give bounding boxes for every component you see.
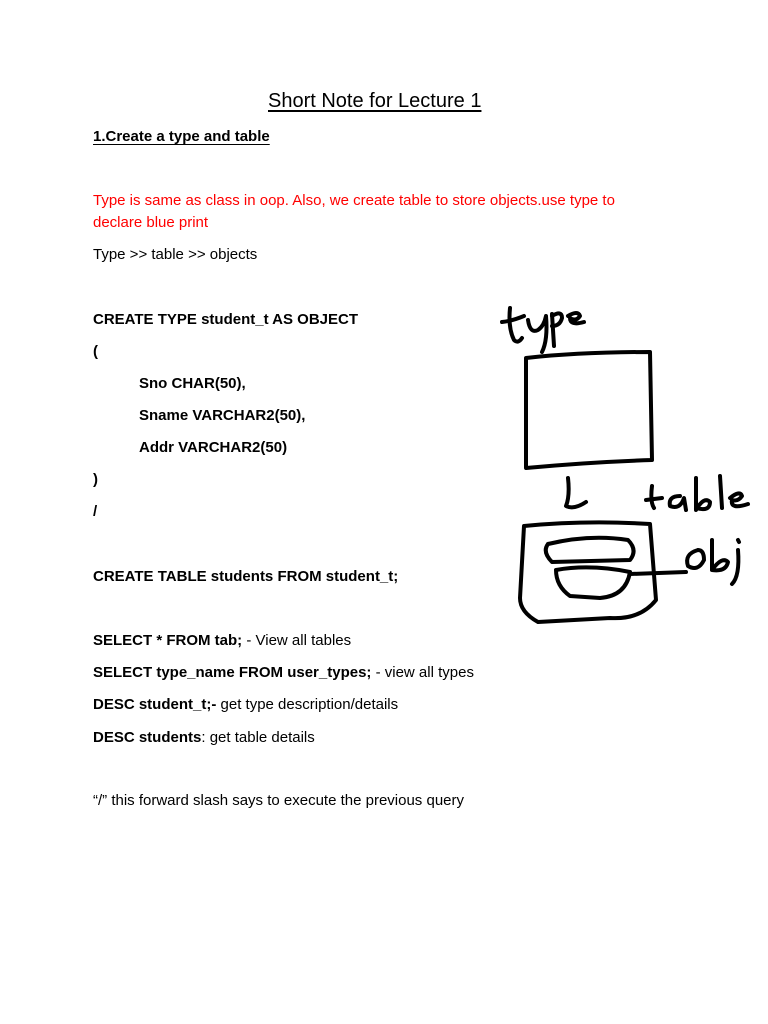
down-arrow xyxy=(566,478,586,507)
command-code: DESC student_t;- xyxy=(93,696,217,713)
command-description: - View all tables xyxy=(242,632,352,649)
section-heading: 1.Create a type and table xyxy=(93,128,270,145)
handwritten-sketch xyxy=(490,300,760,630)
red-note-line-1: Type is same as class in oop. Also, we create table to store objects.use type to xyxy=(93,192,615,209)
command-code: SELECT type_name FROM user_types; xyxy=(93,664,372,681)
code-attr-addr: Addr VARCHAR2(50) xyxy=(139,439,288,456)
command-code: DESC students xyxy=(93,729,202,746)
code-create-type: CREATE TYPE student_t AS OBJECT xyxy=(93,311,359,328)
handwritten-label-obj xyxy=(687,540,739,584)
code-attr-sno: Sno CHAR(50), xyxy=(139,375,246,392)
command-description: : get table details xyxy=(201,729,315,746)
command-line xyxy=(93,632,351,650)
slash-note: “/” this forward slash says to execute the previous query xyxy=(93,792,465,809)
command-line xyxy=(93,696,398,714)
command-line xyxy=(93,729,315,747)
handwritten-label-table xyxy=(646,476,748,510)
type-box xyxy=(526,352,652,468)
handwritten-label-type xyxy=(502,308,584,352)
pointer-line xyxy=(630,572,686,574)
flow-line: Type >> table >> objects xyxy=(93,246,258,263)
code-slash: / xyxy=(93,503,98,520)
command-line xyxy=(93,664,474,682)
red-note-line-2: declare blue print xyxy=(93,214,209,231)
command-code: SELECT * FROM tab; xyxy=(93,632,243,649)
code-close-paren: ) xyxy=(93,471,98,488)
command-description: - view all types xyxy=(371,664,474,681)
code-attr-sname: Sname VARCHAR2(50), xyxy=(139,407,306,424)
object-shape xyxy=(556,567,630,598)
code-open-paren: ( xyxy=(93,343,98,360)
code-create-table: CREATE TABLE students FROM student_t; xyxy=(93,568,399,585)
object-shape xyxy=(546,538,634,562)
command-description: get type description/details xyxy=(216,696,399,713)
page-title: Short Note for Lecture 1 xyxy=(268,90,482,112)
